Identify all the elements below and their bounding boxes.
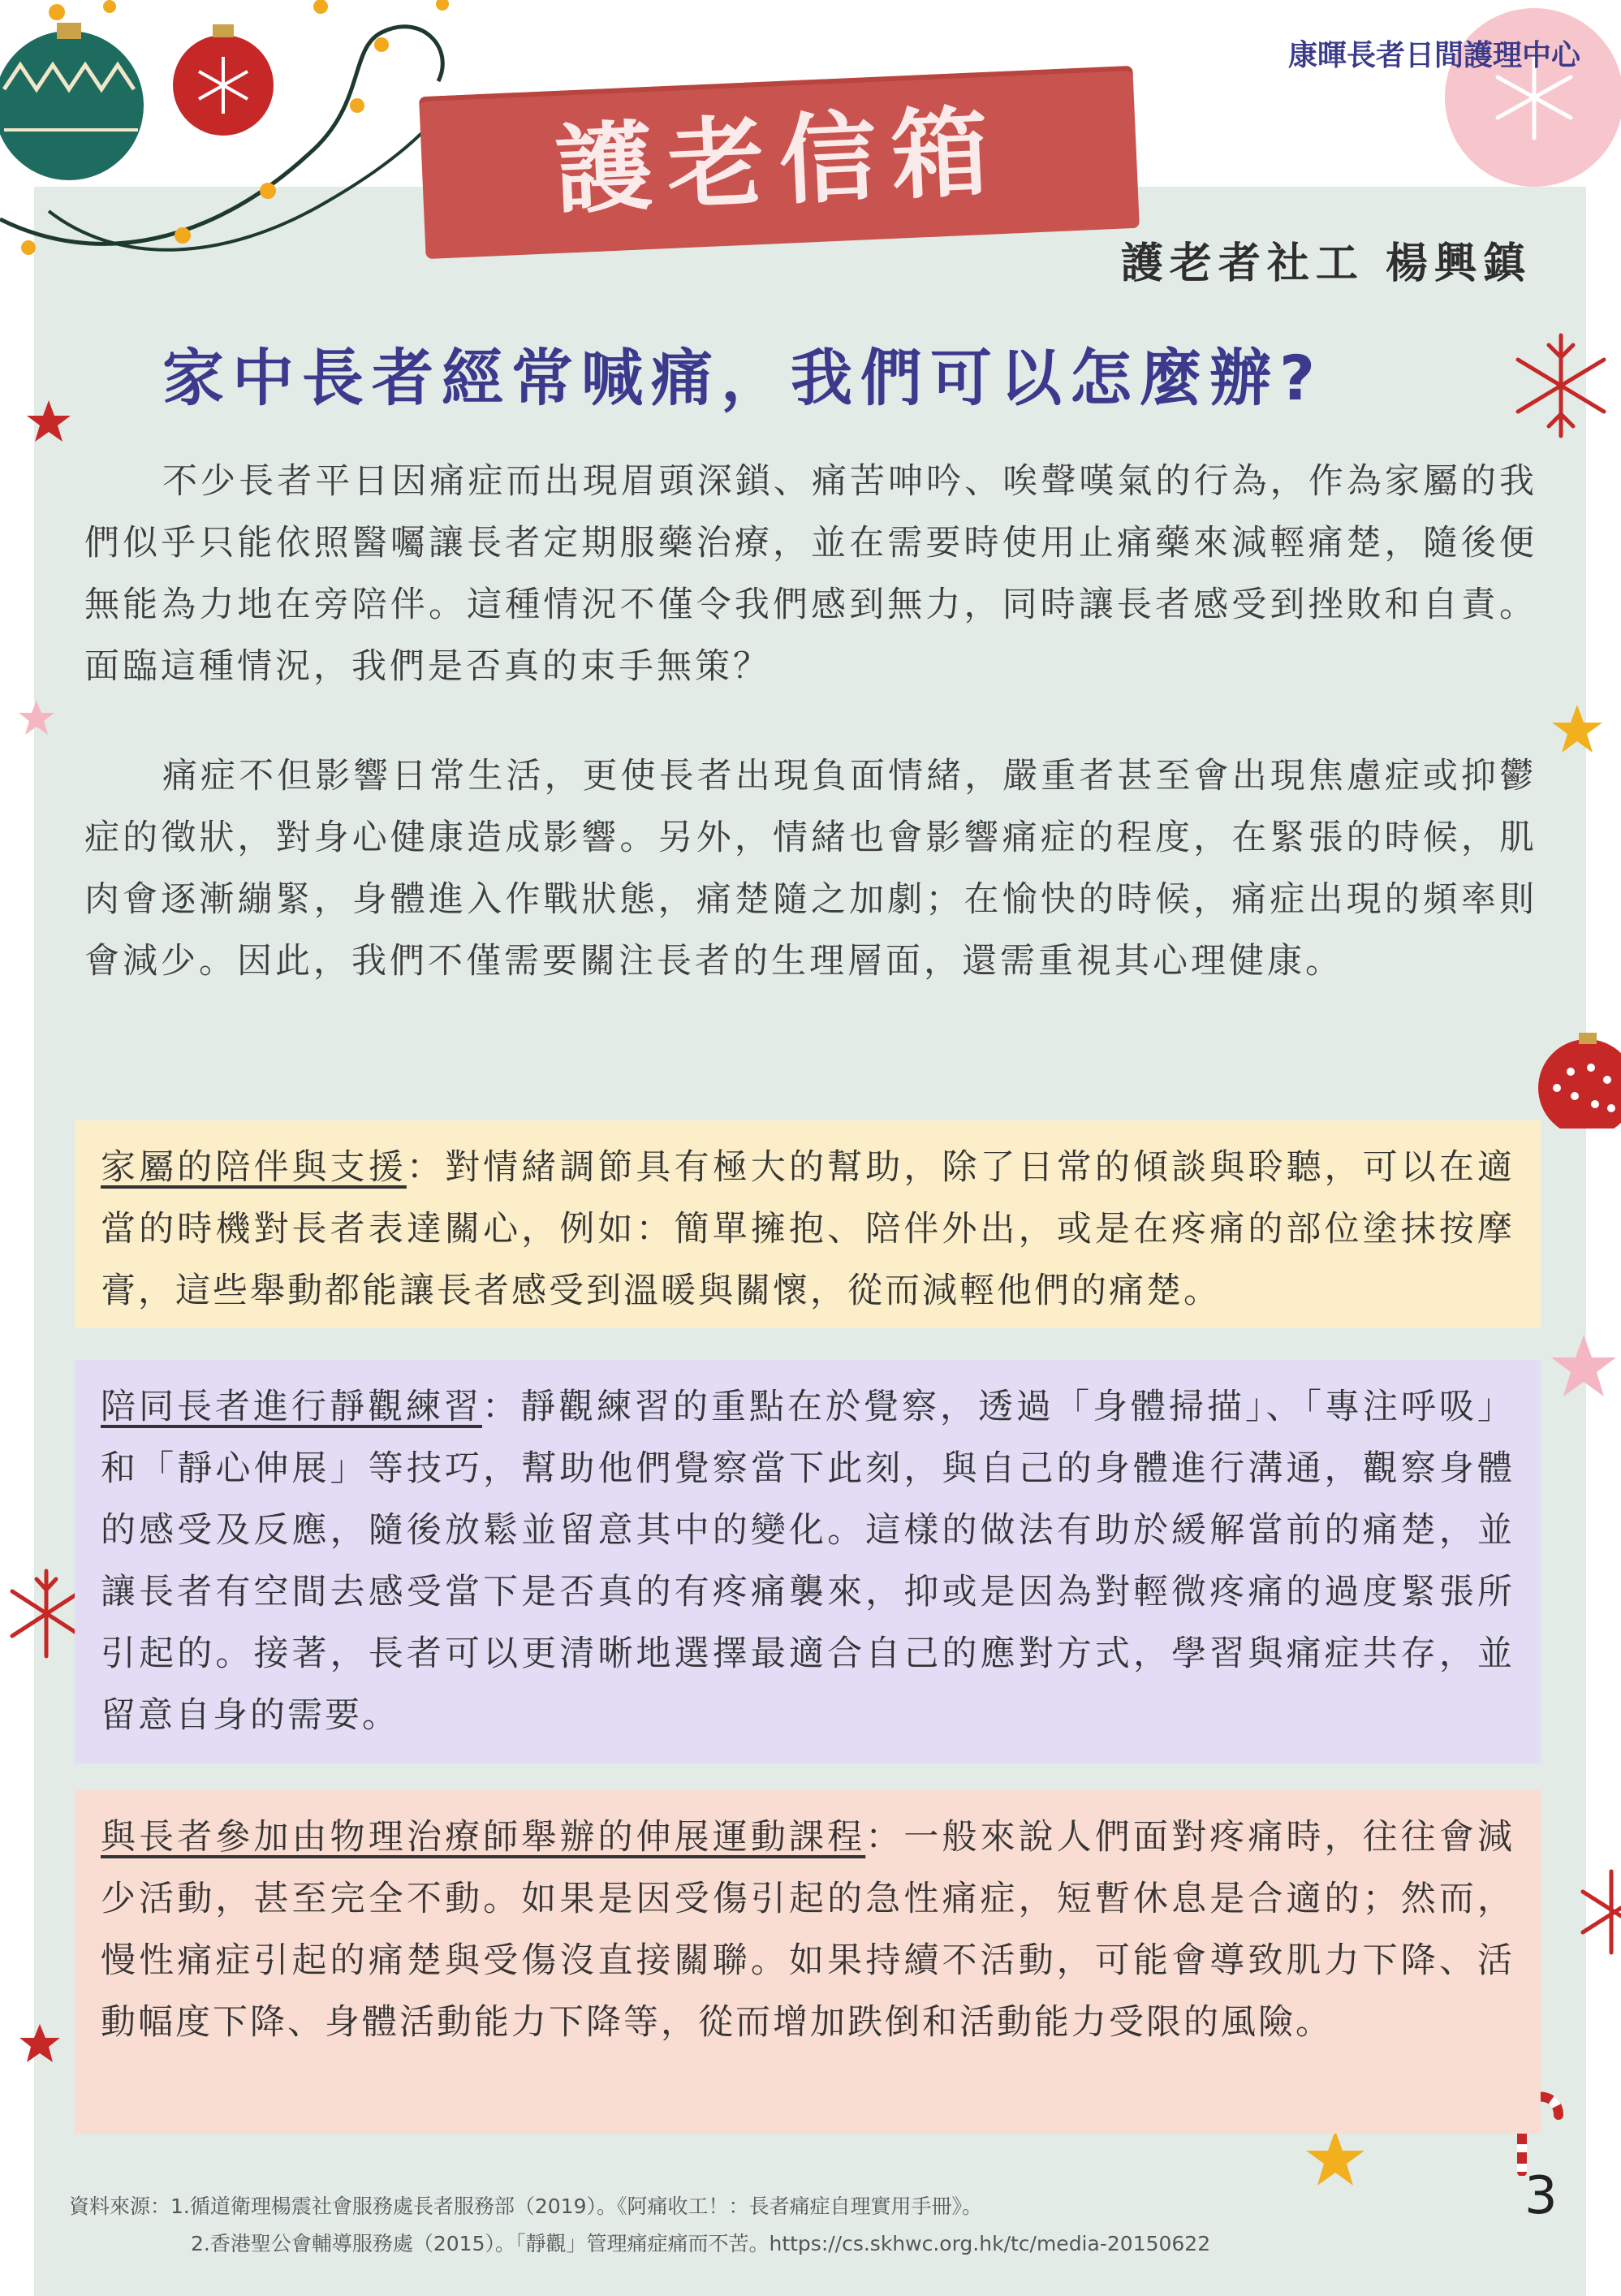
tip-box-family-support xyxy=(75,1120,1541,1328)
second-paragraph xyxy=(84,745,1537,992)
pink-star-icon-right xyxy=(1546,1331,1621,1405)
tip-box-mindfulness xyxy=(75,1360,1541,1763)
paragraph-2: 痛症不但影響日常生活，更使長者出現負面情緒，嚴重者甚至會出現焦慮症或抑鬱症的徵狀，對身心健康造成影響。另外，情緒也會影響痛症的程度，在緊張的時候，肌肉會逐漸繃緊，身體進入作戰狀態，痛楚隨之加劇；在愉快的時候，痛症出現的頻率則會減少。因此，我們不僅需要關注長者的生理層面，還需重視其心理健康。 xyxy=(84,756,1537,982)
red-star-icon-bottom xyxy=(18,2022,63,2066)
page-title: 護老信箱 xyxy=(553,96,1006,228)
yellow-star-icon xyxy=(1549,702,1606,759)
tip-heading: 與長者參加由物理治療師舉辦的伸展運動課程 xyxy=(101,1817,866,1858)
green-ornament-icon xyxy=(0,23,144,180)
reference-2: 2.香港聖公會輔導服務處（2015）。「靜觀」管理痛症痛而不苦。https://cs.skhwc.org.hk/tc/media-20150622 xyxy=(191,2232,1211,2255)
christmas-ornaments-decoration xyxy=(0,0,455,276)
tip-text: ：一般來說人們面對疼痛時，往往會減少活動，甚至完全不動。如果是因受傷引起的急性痛症，短暫休息是合適的；然而，慢性痛症引起的痛楚與受傷沒直接關聯。如果持續不活動，可能會導致肌力下降、活動幅度下降、身體活動能力下降等，從而增加跌倒和活動能力受限的風險。 xyxy=(101,1817,1515,2043)
red-star-icon xyxy=(24,398,73,447)
red-dotted-ornament-icon xyxy=(1526,1031,1621,1129)
tip-text: ：靜觀練習的重點在於覺察，透過「身體掃描」、「專注呼吸」和「靜心伸展」等技巧，幫助他們覺察當下此刻，與自己的身體進行溝通，觀察身體的感受及反應，隨後放鬆並留意其中的變化。這樣的做法有助於緩解當前的痛楚，並讓長者有空間去感受當下是否真的有疼痛襲來，抑或是因為對輕微疼痛的過度緊張所引起的。接著，長者可以更清晰地選擇最適合自己的應對方式，學習與痛症共存，並留意自身的需要。 xyxy=(101,1387,1515,1736)
intro-paragraph xyxy=(84,451,1537,697)
pink-ornament-decoration xyxy=(1412,0,1621,187)
pink-star-icon xyxy=(16,698,57,739)
tip-heading: 陪同長者進行靜觀練習 xyxy=(101,1387,482,1427)
organization-name: 康暉長者日間護理中心 xyxy=(1287,38,1580,72)
tip-box-stretching xyxy=(75,1790,1541,2134)
red-snowflake-ornament-icon xyxy=(173,24,274,136)
snowflake-icon-left xyxy=(8,1567,85,1660)
references xyxy=(69,2188,1210,2263)
tip-heading: 家屬的陪伴與支援 xyxy=(101,1147,407,1188)
reference-1: 資料來源：1.循道衛理楊震社會服務處長者服務部（2019）。《阿痛收工！：長者痛症自理實用手冊》。 xyxy=(69,2195,982,2218)
yellow-star-icon-bottom xyxy=(1303,2127,1368,2192)
author-line: 護老者社工 楊興鎮 xyxy=(1120,240,1532,288)
article-headline: 家中長者經常喊痛，我們可以怎麼辦? xyxy=(162,342,1324,414)
page-number: 3 xyxy=(1524,2166,1558,2226)
snowflake-icon xyxy=(1508,329,1614,442)
tip-text: ：對情緒調節具有極大的幫助，除了日常的傾談與聆聽，可以在適當的時機對長者表達關心，例如：簡單擁抱、陪伴外出，或是在疼痛的部位塗抹按摩膏，這些舉動都能讓長者感受到溫暖與關懷，從而減輕他們的痛楚。 xyxy=(101,1147,1515,1311)
paragraph-1: 不少長者平日因痛症而出現眉頭深鎖、痛苦呻吟、唉聲嘆氣的行為，作為家屬的我們似乎只能依照醫囑讓長者定期服藥治療，並在需要時使用止痛藥來減輕痛楚，隨後便無能為力地在旁陪伴。這種情況不僅令我們感到無力，同時讓長者感受到挫敗和自責。面臨這種情況，我們是否真的束手無策？ xyxy=(84,461,1537,687)
snowflake-icon-edge xyxy=(1579,1867,1621,1957)
